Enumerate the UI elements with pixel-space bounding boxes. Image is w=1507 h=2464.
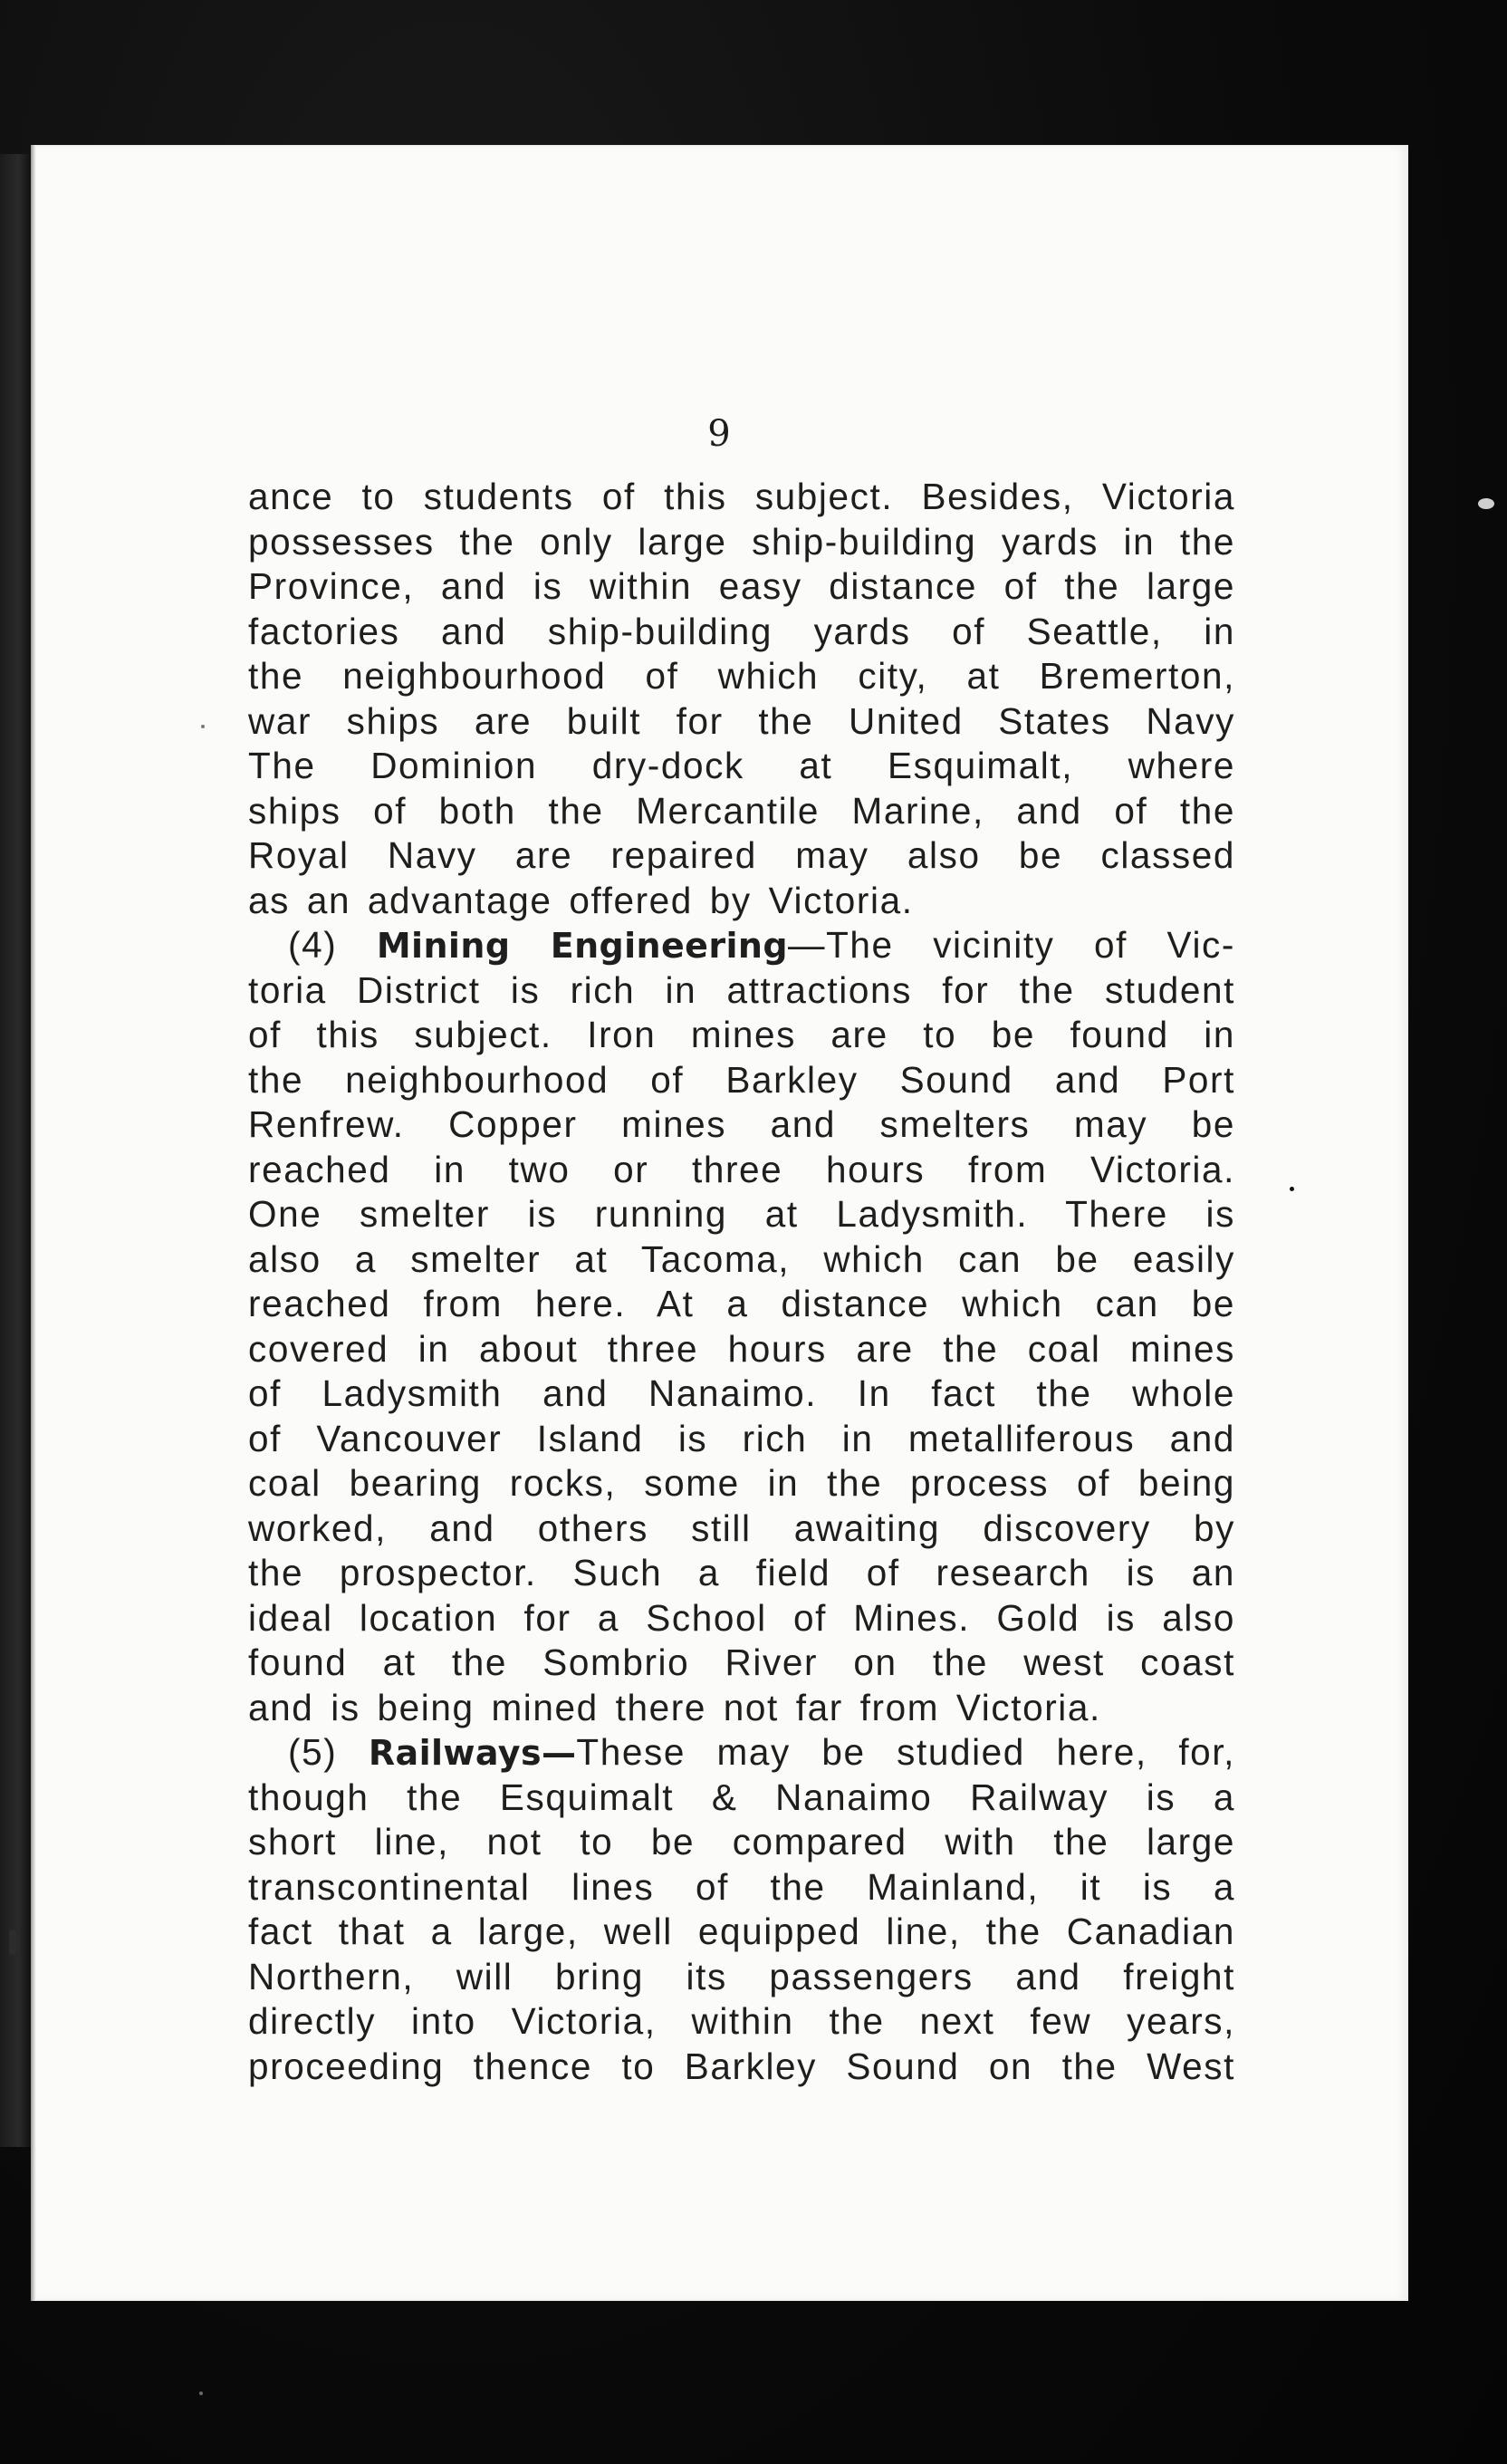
text-line: covered in about three hours are the coal mines bbox=[248, 1327, 1235, 1370]
text-line: found at the Sombrio River on the west coast bbox=[248, 1641, 1235, 1683]
section-4-first-line bbox=[248, 923, 1235, 968]
text-line: of this subject. Iron mines are to be found in bbox=[248, 1014, 1235, 1055]
text-line: Royal Navy are repaired may also be classed bbox=[248, 834, 1235, 876]
text-line: also a smelter at Tacoma, which can be easily bbox=[248, 1237, 1235, 1280]
text-line: fact that a large, well equipped line, the Canadian bbox=[248, 1911, 1235, 1952]
section-4-heading: Mining Engineering bbox=[376, 926, 788, 966]
section-5-first-line bbox=[248, 1730, 1235, 1776]
text-line: coal bearing rocks, some in the process of being bbox=[248, 1462, 1235, 1504]
text-line: reached from here. At a distance which can be bbox=[248, 1283, 1235, 1324]
text-line: reached in two or three hours from Victoria. bbox=[248, 1148, 1235, 1190]
section-4-number: (4) bbox=[288, 924, 338, 966]
text-line: Northern, will bring its passengers and freight bbox=[248, 1955, 1235, 1997]
section-5-heading: Railways— bbox=[368, 1733, 577, 1773]
text-line: One smelter is running at Ladysmith. There is bbox=[248, 1193, 1235, 1235]
page-body-text bbox=[248, 475, 1235, 2089]
text-line: directly into Victoria, within the next few years, bbox=[248, 2000, 1235, 2042]
text-line: proceeding thence to Barkley Sound on the West bbox=[248, 2045, 1235, 2087]
ink-speck bbox=[1290, 1187, 1294, 1191]
page-number: 9 bbox=[707, 413, 732, 455]
text-line: as an advantage offered by Victoria. bbox=[248, 879, 914, 921]
text-line: transcontinental lines of the Mainland, it is a bbox=[248, 1865, 1235, 1908]
text-line: the neighbourhood of Barkley Sound and Port bbox=[248, 1058, 1235, 1101]
text-line: of Ladysmith and Nanaimo. In fact the whole bbox=[248, 1372, 1235, 1414]
text-line: possesses the only large ship-building yards in the bbox=[248, 520, 1235, 563]
text-line: though the Esquimalt & Nanaimo Railway is a bbox=[248, 1776, 1235, 1818]
page-gutter bbox=[31, 145, 36, 2301]
text-line: the neighbourhood of which city, at Bremerton, bbox=[248, 655, 1235, 697]
section-5-first-line-rest: These may be studied here, for, bbox=[576, 1731, 1235, 1773]
text-line: the prospector. Such a field of research is an bbox=[248, 1552, 1235, 1593]
text-line: ance to students of this subject. Besides, Victoria bbox=[248, 476, 1235, 517]
text-line: and is being mined there not far from Victoria. bbox=[248, 1686, 1101, 1728]
text-line: war ships are built for the United States Navy bbox=[248, 699, 1235, 742]
previous-page-edge bbox=[0, 154, 31, 2147]
text-line: Renfrew. Copper mines and smelters may be bbox=[248, 1103, 1235, 1145]
text-line: ships of both the Mercantile Marine, and of the bbox=[248, 789, 1235, 832]
text-line: of Vancouver Island is rich in metalliferous and bbox=[248, 1417, 1235, 1459]
scan-dust bbox=[9, 1930, 16, 1955]
text-line: short line, not to be compared with the large bbox=[248, 1821, 1235, 1862]
text-line: Province, and is within easy distance of the large bbox=[248, 565, 1235, 607]
text-line: ideal location for a School of Mines. Gold is also bbox=[248, 1596, 1235, 1639]
scan-dust bbox=[1478, 498, 1494, 509]
section-4-first-line-rest: —The vicinity of Vic- bbox=[787, 924, 1235, 966]
scan-dust bbox=[199, 2392, 203, 2395]
text-line: worked, and others still awaiting discovery by bbox=[248, 1506, 1235, 1549]
book-page bbox=[31, 145, 1408, 2301]
ink-speck bbox=[201, 725, 205, 728]
text-line: toria District is rich in attractions for the student bbox=[248, 968, 1235, 1011]
section-5-number: (5) bbox=[288, 1731, 338, 1773]
text-line: factories and ship-building yards of Seattle, in bbox=[248, 610, 1235, 652]
text-line: The Dominion dry-dock at Esquimalt, where bbox=[248, 745, 1235, 786]
